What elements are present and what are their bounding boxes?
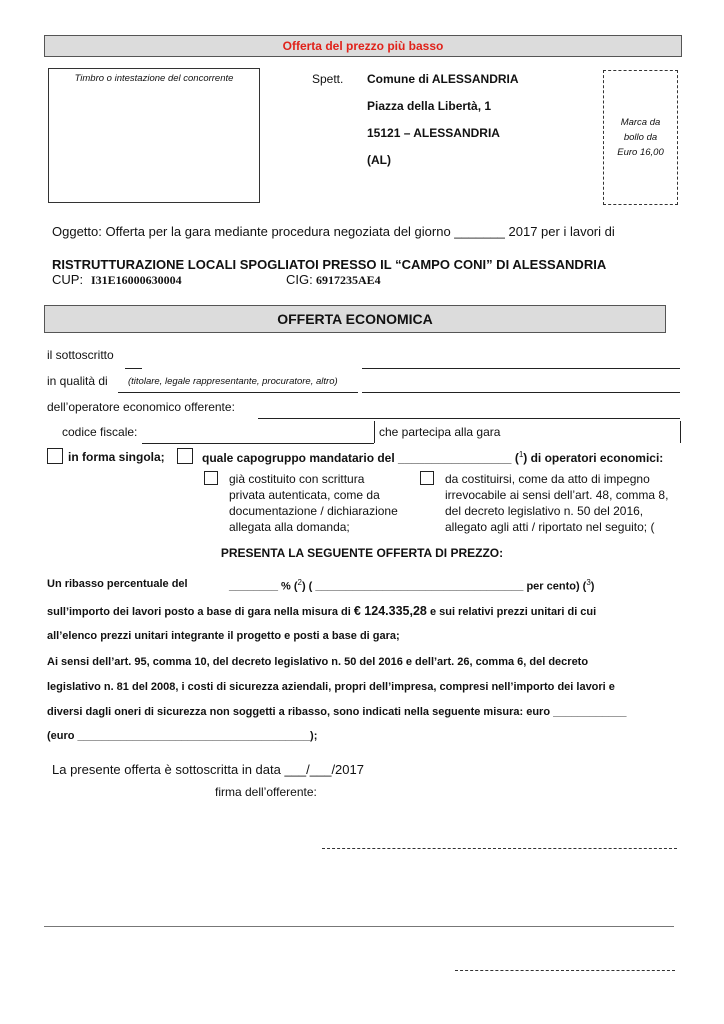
- ribasso-percent-field[interactable]: ________ % (: [229, 580, 298, 593]
- footnote-dotted-line: [455, 970, 675, 971]
- subject-line: Oggetto: Offerta per la gara mediante procedura negoziata del giorno _______ 2017 per i lavori di: [52, 224, 615, 239]
- constituted-checkbox[interactable]: [204, 471, 218, 485]
- date-line[interactable]: La presente offerta è sottoscritta in data ___/___/2017: [52, 762, 364, 777]
- opt1-line3: documentazione / dichiarazione: [229, 504, 398, 518]
- footer-divider: [44, 926, 674, 927]
- ribasso-percent[interactable]: [229, 578, 594, 593]
- safety-line-2: legislativo n. 81 del 2008, i costi di sicurezza aziendali, propri dell’impresa, compresi nell’importo dei lavori e: [47, 681, 615, 693]
- single-checkbox[interactable]: [47, 448, 63, 464]
- group-checkbox[interactable]: [177, 448, 193, 464]
- constituted-option-text: [229, 471, 398, 535]
- opt2-line4: allegato agli atti / riportato nel seguito; (: [445, 520, 655, 534]
- single-label: in forma singola;: [68, 450, 165, 464]
- tax-code-field[interactable]: [142, 443, 374, 444]
- opt1-line4: allegata alla domanda;: [229, 520, 350, 534]
- role-hint: (titolare, legale rappresentante, procuratore, altro): [128, 376, 338, 387]
- opt2-line2: irrevocabile ai sensi dell’art. 48, comma 8,: [445, 488, 669, 502]
- offer-heading: PRESENTA LA SEGUENTE OFFERTA DI PREZZO:: [220, 546, 504, 560]
- signature-line[interactable]: [322, 848, 677, 849]
- base-amount: € 124.335,28: [353, 604, 427, 618]
- operator-field[interactable]: [258, 418, 374, 419]
- role-label: in qualità di: [47, 374, 108, 388]
- opt2-line1: da costituirsi, come da atto di impegno: [445, 472, 650, 486]
- stamp-label: Timbro o intestazione del concorrente: [74, 73, 234, 84]
- amount-prefix: sull’importo dei lavori posto a base di gara nella misura di: [47, 606, 351, 618]
- signature-label: firma dell’offerente:: [215, 785, 317, 799]
- recipient-province: (AL): [367, 153, 391, 167]
- document-header: Offerta del prezzo più basso: [44, 35, 682, 57]
- recipient-spett: Spett.: [312, 72, 344, 86]
- cup-value: I31E16000630004: [91, 273, 182, 287]
- bollo-line3: Euro 16,00: [617, 147, 664, 158]
- ribasso-words-field[interactable]: ) ( __________________________________ per cento) (: [301, 580, 587, 593]
- opt1-line2: privata autenticata, come da: [229, 488, 380, 502]
- tax-code-label: codice fiscale:: [62, 425, 138, 439]
- footnote-2-ref: 2: [297, 578, 302, 587]
- opt1-line1: già costituito con scrittura: [229, 472, 365, 486]
- to-constitute-checkbox[interactable]: [420, 471, 434, 485]
- cig-value: 6917235AE4: [316, 273, 381, 287]
- recipient-street: Piazza della Libertà, 1: [367, 99, 492, 113]
- price-list-line: all’elenco prezzi unitari integrante il progetto e posti a base di gara;: [47, 630, 400, 642]
- to-constitute-option-text: [445, 471, 668, 535]
- signer-field[interactable]: [362, 368, 680, 369]
- works-title: RISTRUTTURAZIONE LOCALI SPOGLIATOI PRESSO IL “CAMPO CONI” DI ALESSANDRIA: [52, 257, 607, 272]
- group-label-a: quale capogruppo mandatario del _________________ (: [202, 451, 519, 465]
- stamp-area[interactable]: [48, 68, 260, 203]
- ribasso-close: ): [590, 580, 595, 593]
- group-label: [202, 450, 663, 465]
- recipient-name: Comune di ALESSANDRIA: [367, 72, 519, 86]
- bollo-line2: bollo da: [623, 132, 658, 143]
- revenue-stamp-box: [603, 70, 678, 205]
- cig-label: CIG:: [286, 272, 313, 287]
- safety-line-4[interactable]: (euro ______________________________________);: [47, 730, 318, 742]
- bollo-line1: Marca da: [620, 117, 661, 128]
- safety-line-3[interactable]: diversi dagli oneri di sicurezza non soggetti a ribasso, sono indicati nella seguente misura: euro ____________: [47, 706, 627, 718]
- recipient-city: 15121 – ALESSANDRIA: [367, 126, 500, 140]
- footnote-1-ref: 1: [518, 450, 524, 459]
- opt2-line3: del decreto legislativo n. 50 del 2016,: [445, 504, 644, 518]
- safety-line-1: Ai sensi dell’art. 95, comma 10, del decreto legislativo n. 50 del 2016 e dell’art. 26, comma 6, del decreto: [47, 656, 589, 668]
- role-field[interactable]: [118, 392, 358, 393]
- amount-line: [47, 604, 677, 618]
- amount-suffix: e sui relativi prezzi unitari di cui: [429, 606, 597, 618]
- operator-label: dell’operatore economico offerente:: [47, 400, 235, 414]
- cup-label: CUP:: [52, 272, 84, 287]
- participates-label: che partecipa alla gara: [379, 425, 501, 439]
- ribasso-label: Un ribasso percentuale del: [47, 578, 188, 590]
- footnote-3-ref: 3: [586, 578, 591, 587]
- section-title: OFFERTA ECONOMICA: [44, 305, 666, 333]
- group-label-b: ) di operatori economici:: [523, 451, 664, 465]
- signer-label: il sottoscritto: [47, 348, 114, 362]
